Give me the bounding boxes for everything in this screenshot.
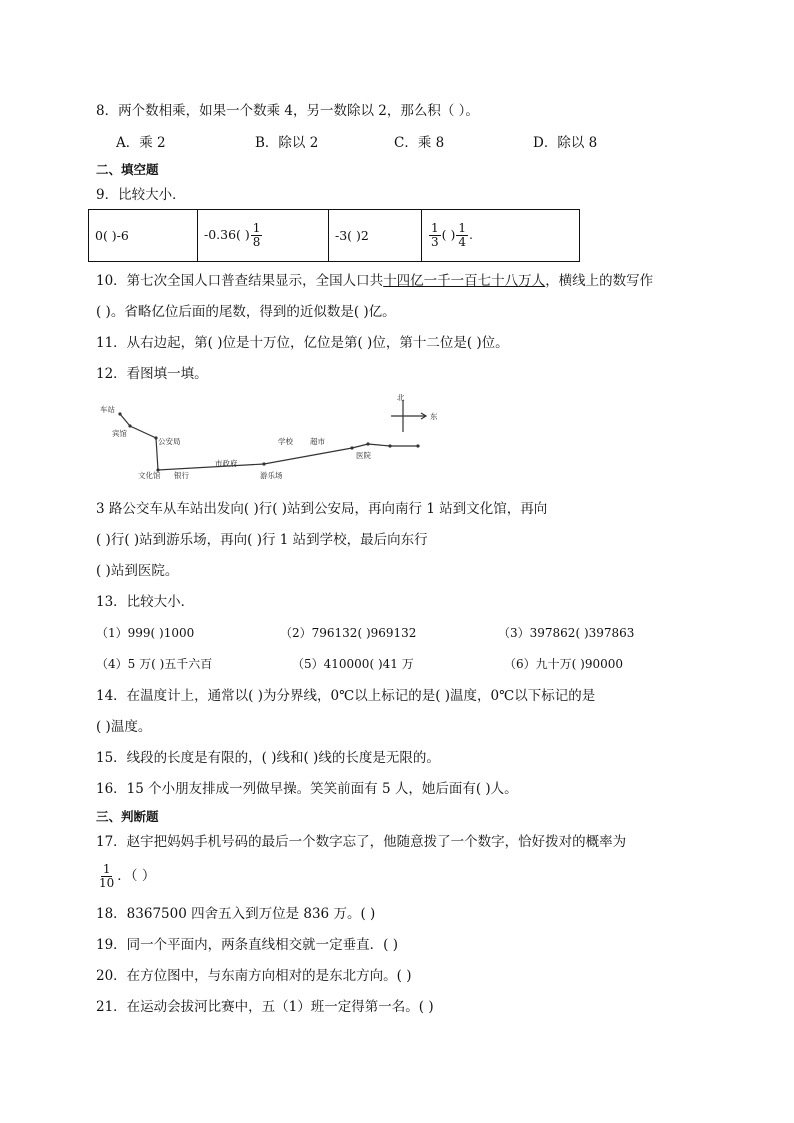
frac-numerator: 1 (431, 221, 439, 235)
fraction-1-3 (429, 222, 441, 249)
q13-row-1 (96, 623, 634, 643)
q9-cell-3-text: -3( )2 (335, 228, 369, 243)
q13-row-2 (96, 654, 623, 674)
q10-text-b: ，横线上的数写作 (545, 273, 654, 289)
q9-cell-4-end: . (469, 227, 473, 242)
q9-cell-1 (89, 210, 198, 262)
q9-cell-4 (422, 210, 580, 262)
q19: 19．同一个平面内，两条直线相交就一定垂直．( ) (96, 937, 399, 953)
q9-cell-2-text: -0.36( ) (204, 227, 250, 242)
q15: 15．线段的长度是有限的，( )线和( )线的长度是无限的。 (96, 750, 440, 766)
frac-denominator: 3 (431, 235, 439, 249)
section-heading-judgement: 三、判断题 (96, 809, 159, 824)
q13-item-5: （5）410000( )41 万 (292, 657, 414, 671)
stop-dot (350, 446, 353, 449)
q9-title: 9．比较大小． (96, 187, 186, 203)
stop-dot (128, 424, 131, 427)
q9-cell-4-blank: ( ) (441, 227, 456, 242)
q12-line-3: ( )站到医院。 (96, 563, 179, 579)
map-label-school: 学校 (278, 437, 293, 446)
q21: 21．在运动会拔河比赛中，五（1）班一定得第一名。( ) (96, 999, 434, 1015)
fraction-1-4 (456, 222, 468, 249)
frac-denominator: 4 (458, 235, 467, 249)
q9-compare-table (88, 209, 580, 262)
frac-numerator: 1 (252, 221, 261, 235)
q13-title: 13．比较大小． (96, 594, 195, 610)
q10-text-a: 10．第七次全国人口普查结果显示，全国人口共 (96, 273, 384, 289)
option-c: C．乘 8 (394, 135, 445, 151)
stop-dot (262, 462, 265, 465)
q17-tail: ．（ ） (117, 868, 156, 884)
q17-line-1: 17．赵宇把妈妈手机号码的最后一个数字忘了，他随意拨了一个数字，恰好拨对的概率为 (96, 834, 627, 850)
q13-item-2: （2）796132( )969132 (280, 626, 417, 640)
q18: 18．8367500 四舍五入到万位是 836 万。( ) (96, 906, 376, 922)
q9-cell-1-text: 0( )-6 (95, 228, 129, 243)
q8-stem: 8．两个数相乘，如果一个数乘 4，另一数除以 2，那么积（ ）。 (96, 103, 479, 119)
map-label-police: 公安局 (158, 437, 181, 446)
q17-line-2 (96, 860, 155, 892)
section-heading-fill-blank: 二、填空题 (96, 162, 159, 177)
q9-cell-3 (329, 210, 422, 262)
compass-north-label: 北 (397, 393, 405, 402)
stop-dot (118, 412, 121, 415)
q14-line-1: 14．在温度计上，通常以( )为分界线，0℃以上标记的是( )温度，0℃以下标记的是 (96, 688, 596, 704)
q12-title: 12．看图填一填。 (96, 366, 208, 382)
compass-east-label: 东 (430, 412, 438, 421)
frac-numerator: 1 (458, 221, 467, 235)
map-label-bank: 银行 (174, 471, 189, 480)
q11: 11．从右边起，第( )位是十万位，亿位是第( )位，第十二位是( )位。 (96, 335, 509, 351)
q10-underlined-number: 十四亿一千一百七十八万人 (383, 273, 546, 289)
stop-dot (366, 442, 369, 445)
q9-cell-2 (198, 210, 329, 262)
q10-line-1 (96, 271, 653, 291)
frac-numerator: 1 (102, 862, 111, 876)
q13-item-3: （3）397862( )397863 (498, 626, 635, 640)
frac-denominator: 10 (99, 876, 115, 890)
q20: 20．在方位图中，与东南方向相对的是东北方向。( ) (96, 968, 412, 984)
option-d: D．除以 8 (533, 135, 598, 151)
map-label-culture-hall: 文化馆 (138, 471, 161, 480)
q8-options (116, 133, 672, 153)
map-label-supermarket: 超市 (310, 437, 325, 446)
option-b: B．除以 2 (255, 135, 319, 151)
map-label-station: 车站 (100, 405, 115, 414)
map-label-city-hall: 市政府 (215, 459, 238, 468)
q12-line-1: 3 路公交车从车站出发向( )行( )站到公安局，再向南行 1 站到文化馆，再向 (96, 501, 548, 517)
map-label-hotel: 宾馆 (112, 429, 127, 438)
q12-line-2: ( )行( )站到游乐场，再向( )行 1 站到学校，最后向东行 (96, 532, 428, 548)
q16: 16．15 个小朋友排成一列做早操。笑笑前面有 5 人，她后面有( )人。 (96, 781, 518, 797)
fraction-1-8 (251, 222, 263, 249)
map-label-amusement-park: 游乐场 (260, 471, 283, 480)
q10-line-2: ( )。省略亿位后面的尾数，得到的近似数是( )亿。 (96, 304, 396, 320)
frac-denominator: 8 (252, 235, 261, 249)
map-label-hospital: 医院 (356, 451, 371, 460)
fraction-1-10 (97, 863, 116, 890)
q14-line-2: ( )温度。 (96, 719, 152, 735)
q13-item-4: （4）5 万( )五千六百 (96, 657, 213, 671)
q13-item-6: （6）九十万( )90000 (504, 657, 623, 671)
stop-dot (388, 444, 391, 447)
q13-item-1: （1）999( )1000 (96, 626, 195, 640)
stop-dot (416, 444, 419, 447)
option-a: A．乘 2 (116, 135, 166, 151)
bus-route-map (90, 392, 450, 484)
